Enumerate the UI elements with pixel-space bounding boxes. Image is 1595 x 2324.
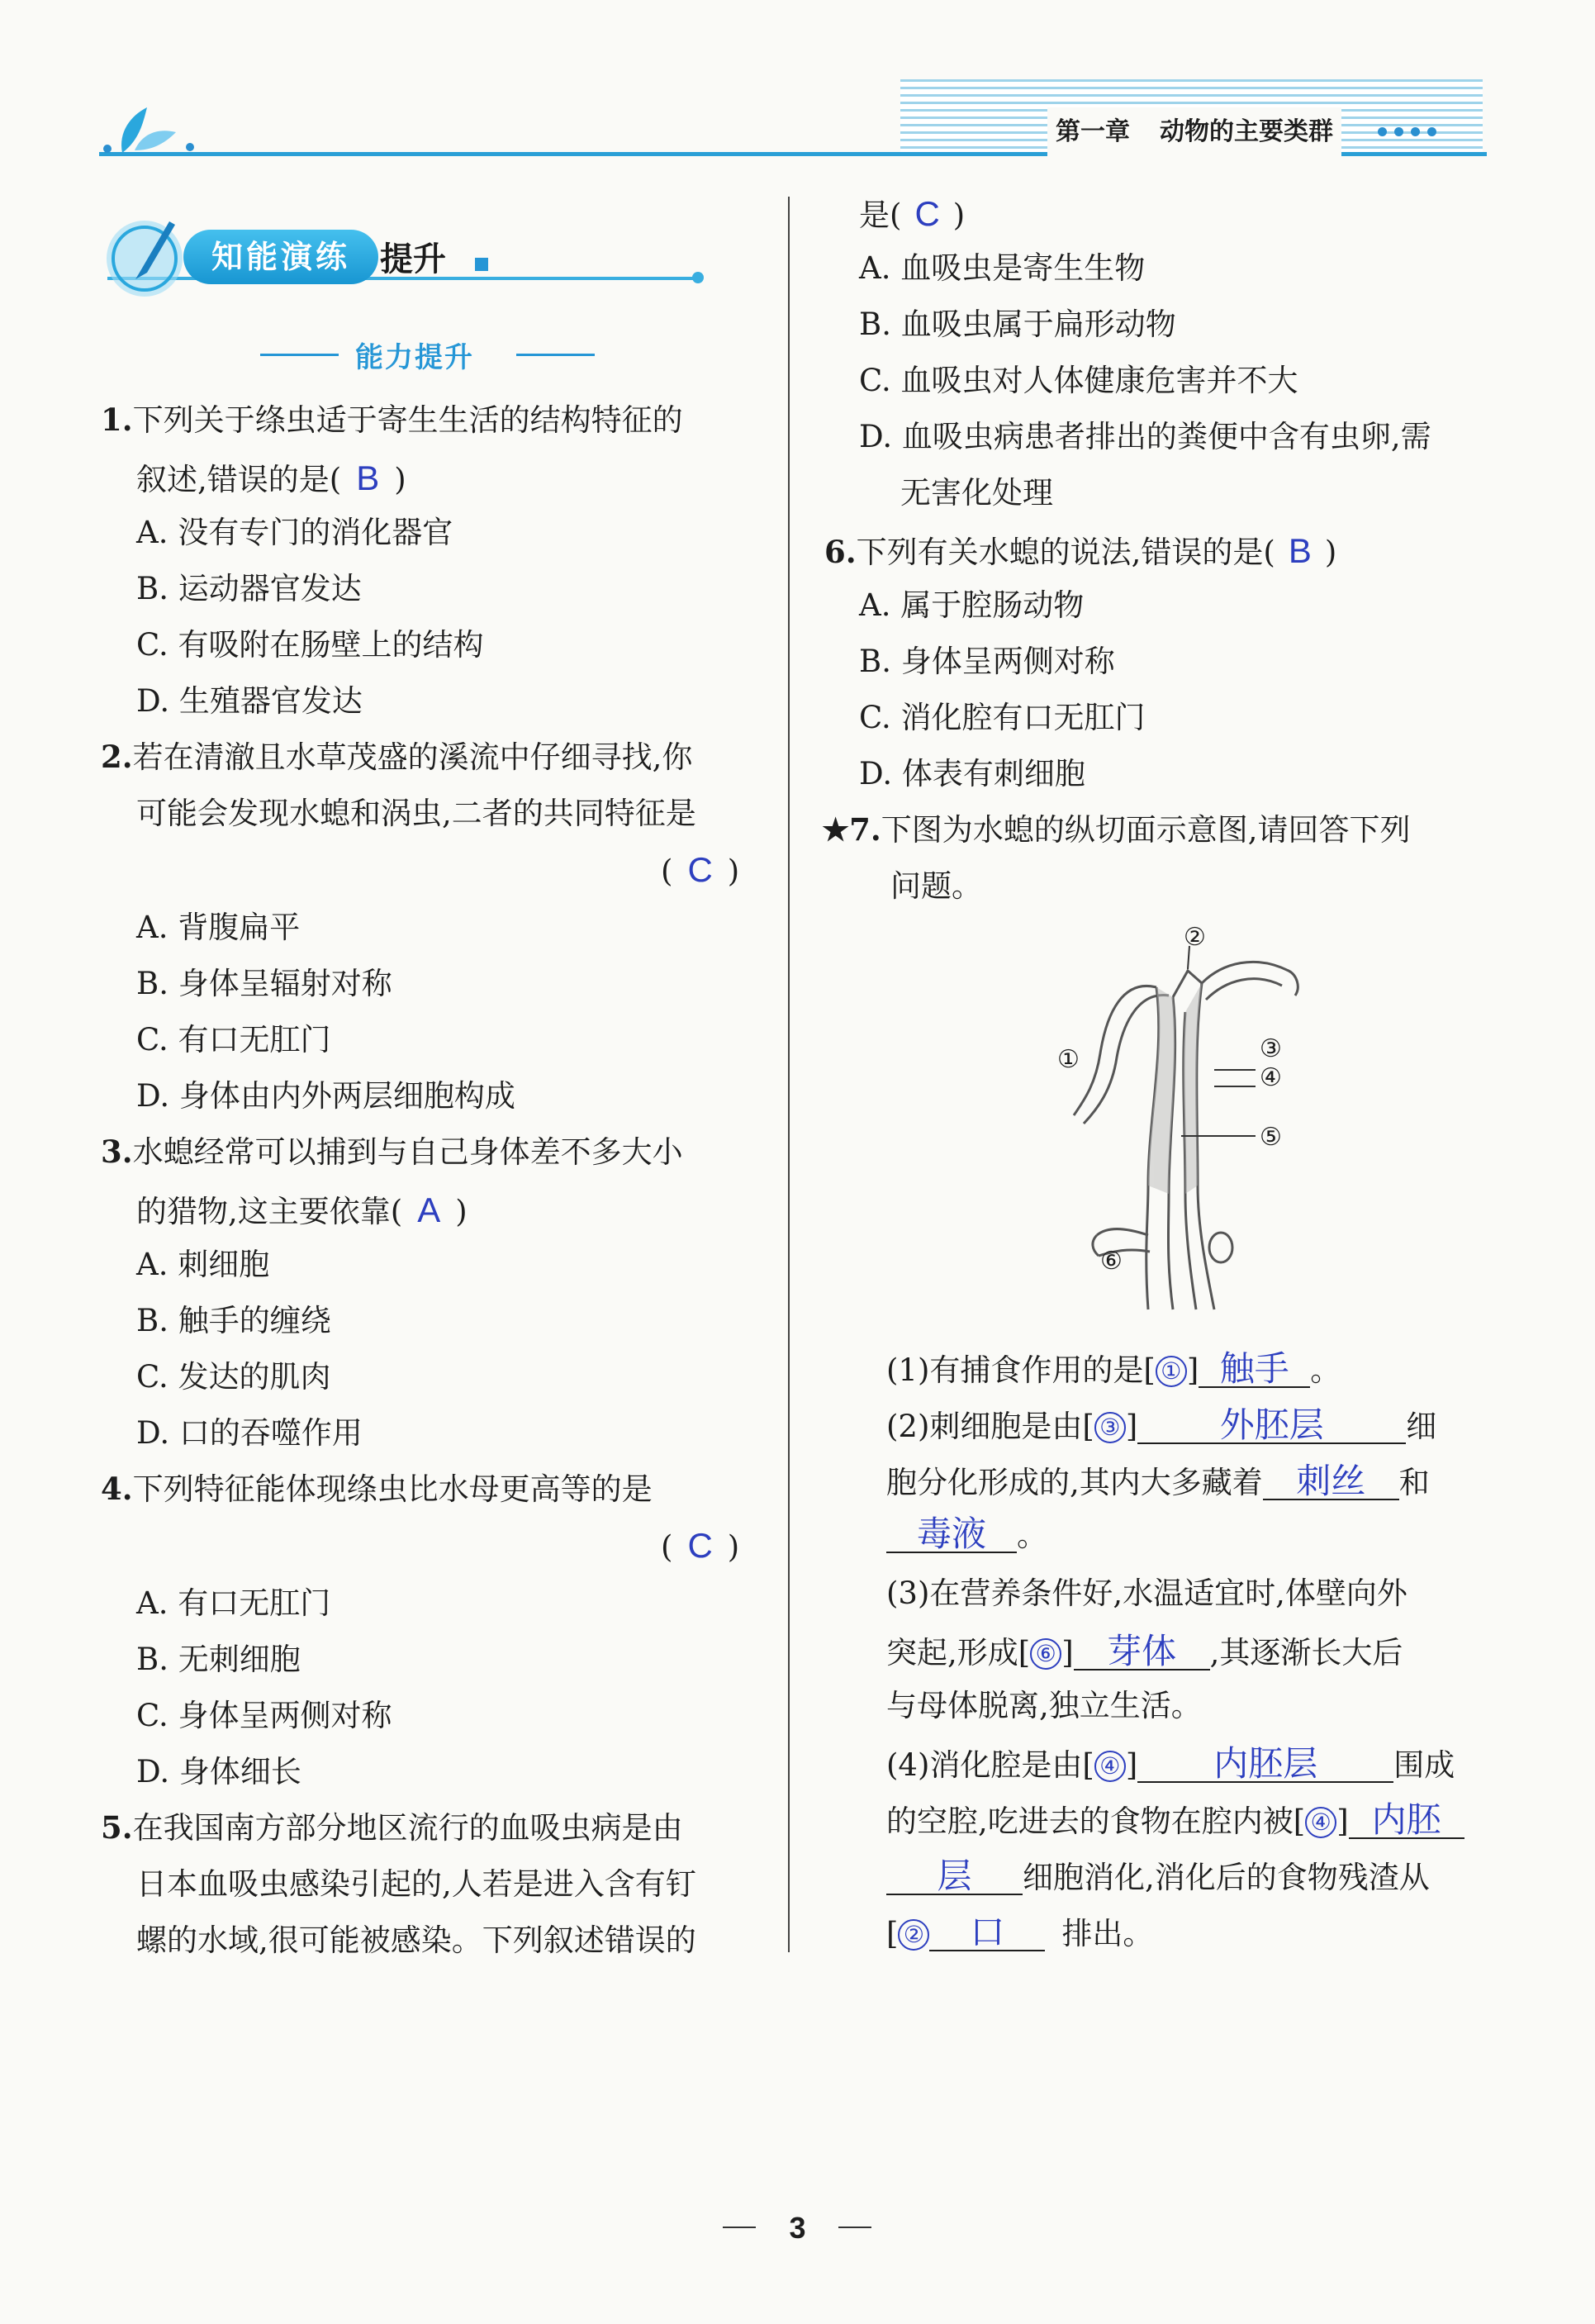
page-dash-right bbox=[838, 2227, 871, 2228]
q6-option-a: A. 属于腔肠动物 bbox=[859, 587, 1085, 623]
diagram-label-1: ① bbox=[1057, 1045, 1080, 1074]
q6-answer: B bbox=[1288, 531, 1312, 570]
q2-option-b: B. 身体呈辐射对称 bbox=[136, 966, 392, 1001]
hydra-section-diagram bbox=[1049, 921, 1330, 1338]
column-divider bbox=[788, 197, 790, 1952]
diagram-label-2: ② bbox=[1184, 923, 1206, 952]
q7-p2-answer: 外胚层 bbox=[1219, 1404, 1324, 1445]
q7-part2-line1: (2)刺细胞是由[ ③ ] 外胚层 细 bbox=[886, 1404, 1437, 1445]
q2-option-c: C. 有口无肛门 bbox=[136, 1022, 331, 1057]
q1-option-a: A. 没有专门的消化器官 bbox=[136, 515, 453, 550]
q3-line1: 3.水螅经常可以捕到与自己身体差不多大小 bbox=[101, 1133, 683, 1170]
q7-line1: ★7.下图为水螅的纵切面示意图,请回答下列 bbox=[822, 811, 1411, 848]
q5-answer: C bbox=[914, 194, 940, 233]
q7-p3-answer: 芽体 bbox=[1107, 1631, 1177, 1671]
section-label-bold: 提升 bbox=[380, 240, 446, 278]
q5-option-c: C. 血吸虫对人体健康危害并不大 bbox=[859, 363, 1298, 398]
q7-part4-line2: 的空腔,吃进去的食物在腔内被[ ④ ] 内胚 bbox=[886, 1803, 1464, 1839]
q5-line4: 是( C ) bbox=[859, 194, 966, 233]
banner-square bbox=[475, 258, 488, 271]
q7-part2-line3: 毒液 。 bbox=[886, 1517, 1047, 1553]
q3-option-d: D. 口的吞噬作用 bbox=[136, 1415, 363, 1451]
q3-line2: 的猎物,这主要依靠( A ) bbox=[136, 1191, 468, 1229]
q4-option-c: C. 身体呈两侧对称 bbox=[136, 1698, 392, 1733]
q6-option-c: C. 消化腔有口无肛门 bbox=[859, 700, 1146, 735]
q1-line2: 叙述,错误的是( B ) bbox=[136, 459, 406, 497]
brush-icon bbox=[99, 213, 190, 304]
subheading-rule-right bbox=[516, 354, 595, 356]
section-label: 知能演练 bbox=[183, 230, 378, 284]
q4-option-a: A. 有口无肛门 bbox=[136, 1585, 331, 1621]
q6-option-d: D. 体表有刺细胞 bbox=[859, 756, 1085, 791]
page-number: 3 bbox=[789, 2211, 806, 2245]
q7-line2: 问题。 bbox=[890, 868, 982, 904]
q7-p4-answer2b: 层 bbox=[937, 1856, 972, 1896]
q1-option-d: D. 生殖器官发达 bbox=[136, 683, 363, 719]
q7-part3-line2: 突起,形成[ ⑥ ] 芽体 ,其逐渐长大后 bbox=[886, 1631, 1403, 1671]
q3-option-a: A. 刺细胞 bbox=[136, 1247, 270, 1282]
q7-part3-line1: (3)在营养条件好,水温适宜时,体壁向外 bbox=[886, 1575, 1407, 1611]
q1-option-b: B. 运动器官发达 bbox=[136, 571, 362, 606]
q7-part3-line3: 与母体脱离,独立生活。 bbox=[886, 1688, 1202, 1723]
q5-option-a: A. 血吸虫是寄生生物 bbox=[859, 250, 1146, 286]
q2-line1: 2.若在清澈且水草茂盛的溪流中仔细寻找,你 bbox=[101, 739, 693, 775]
q4-line1: 4.下列特征能体现绦虫比水母更高等的是 bbox=[101, 1471, 653, 1507]
q7-part4-line4: [ ② 口 排出。 bbox=[886, 1912, 1154, 1952]
banner-dot bbox=[692, 272, 704, 283]
q5-option-b: B. 血吸虫属于扁形动物 bbox=[859, 307, 1176, 342]
leaf-logo-icon bbox=[97, 99, 213, 157]
q3-option-c: C. 发达的肌肉 bbox=[136, 1359, 331, 1395]
q7-p2-answer2: 刺丝 bbox=[1296, 1461, 1366, 1501]
q2-option-a: A. 背腹扁平 bbox=[136, 910, 301, 945]
q5-option-d-cont: 无害化处理 bbox=[900, 475, 1053, 511]
subheading-rule-left bbox=[260, 354, 339, 356]
q6-option-b: B. 身体呈两侧对称 bbox=[859, 644, 1115, 679]
q4-option-b: B. 无刺细胞 bbox=[136, 1642, 301, 1677]
q1-answer: B bbox=[356, 459, 380, 497]
chapter-number: 第一章 bbox=[1056, 117, 1130, 146]
q4-option-d: D. 身体细长 bbox=[136, 1754, 301, 1789]
q3-answer: A bbox=[417, 1191, 441, 1229]
q5-line1: 5.在我国南方部分地区流行的血吸虫病是由 bbox=[101, 1809, 683, 1846]
diagram-label-4: ④ bbox=[1260, 1063, 1282, 1092]
sub-heading: 能力提升 bbox=[355, 341, 474, 374]
q7-part2-line2: 胞分化形成的,其内大多藏着 刺丝 和 bbox=[886, 1461, 1430, 1501]
q6-line1: 6.下列有关水螅的说法,错误的是( B ) bbox=[824, 531, 1337, 570]
q4-answer: C bbox=[687, 1526, 713, 1565]
q7-part1: (1)有捕食作用的是[ ① ] 触手 。 bbox=[886, 1348, 1341, 1389]
chapter-title bbox=[1047, 107, 1341, 157]
chapter-name: 动物的主要类群 bbox=[1160, 117, 1333, 146]
q5-line3: 螺的水域,很可能被感染。下列叙述错误的 bbox=[136, 1922, 696, 1958]
q7-part4-line1: (4)消化腔是由[ ④ ] 内胚层 围成 bbox=[886, 1743, 1455, 1784]
q2-answer-paren: ( C ) bbox=[661, 850, 740, 889]
q3-option-b: B. 触手的缠绕 bbox=[136, 1303, 331, 1338]
q5-line2: 日本血吸虫感染引起的,人若是进入含有钉 bbox=[136, 1866, 696, 1902]
q2-line2: 可能会发现水螅和涡虫,二者的共同特征是 bbox=[136, 796, 696, 831]
q1-line1: 1.下列关于绦虫适于寄生生活的结构特征的 bbox=[101, 402, 683, 438]
diagram-label-5: ⑤ bbox=[1260, 1123, 1282, 1152]
q2-answer: C bbox=[687, 850, 713, 889]
q1-option-c: C. 有吸附在肠壁上的结构 bbox=[136, 627, 484, 663]
q7-p2-answer3: 毒液 bbox=[916, 1514, 986, 1554]
q7-part4-line3: 层 细胞消化,消化后的食物残渣从 bbox=[886, 1859, 1430, 1895]
diagram-label-6: ⑥ bbox=[1100, 1247, 1123, 1276]
q7-p1-answer: 触手 bbox=[1219, 1348, 1289, 1389]
q7-p4-answer: 内胚层 bbox=[1213, 1743, 1318, 1784]
q2-option-d: D. 身体由内外两层细胞构成 bbox=[136, 1078, 515, 1114]
q4-answer-paren: ( C ) bbox=[661, 1526, 740, 1565]
diagram-label-3: ③ bbox=[1260, 1034, 1282, 1063]
q7-p4-answer3: 口 bbox=[970, 1912, 1005, 1952]
q7-p4-answer2a: 内胚 bbox=[1371, 1799, 1441, 1840]
header-dots bbox=[1378, 124, 1444, 140]
q5-option-d: D. 血吸虫病患者排出的粪便中含有虫卵,需 bbox=[859, 419, 1431, 454]
